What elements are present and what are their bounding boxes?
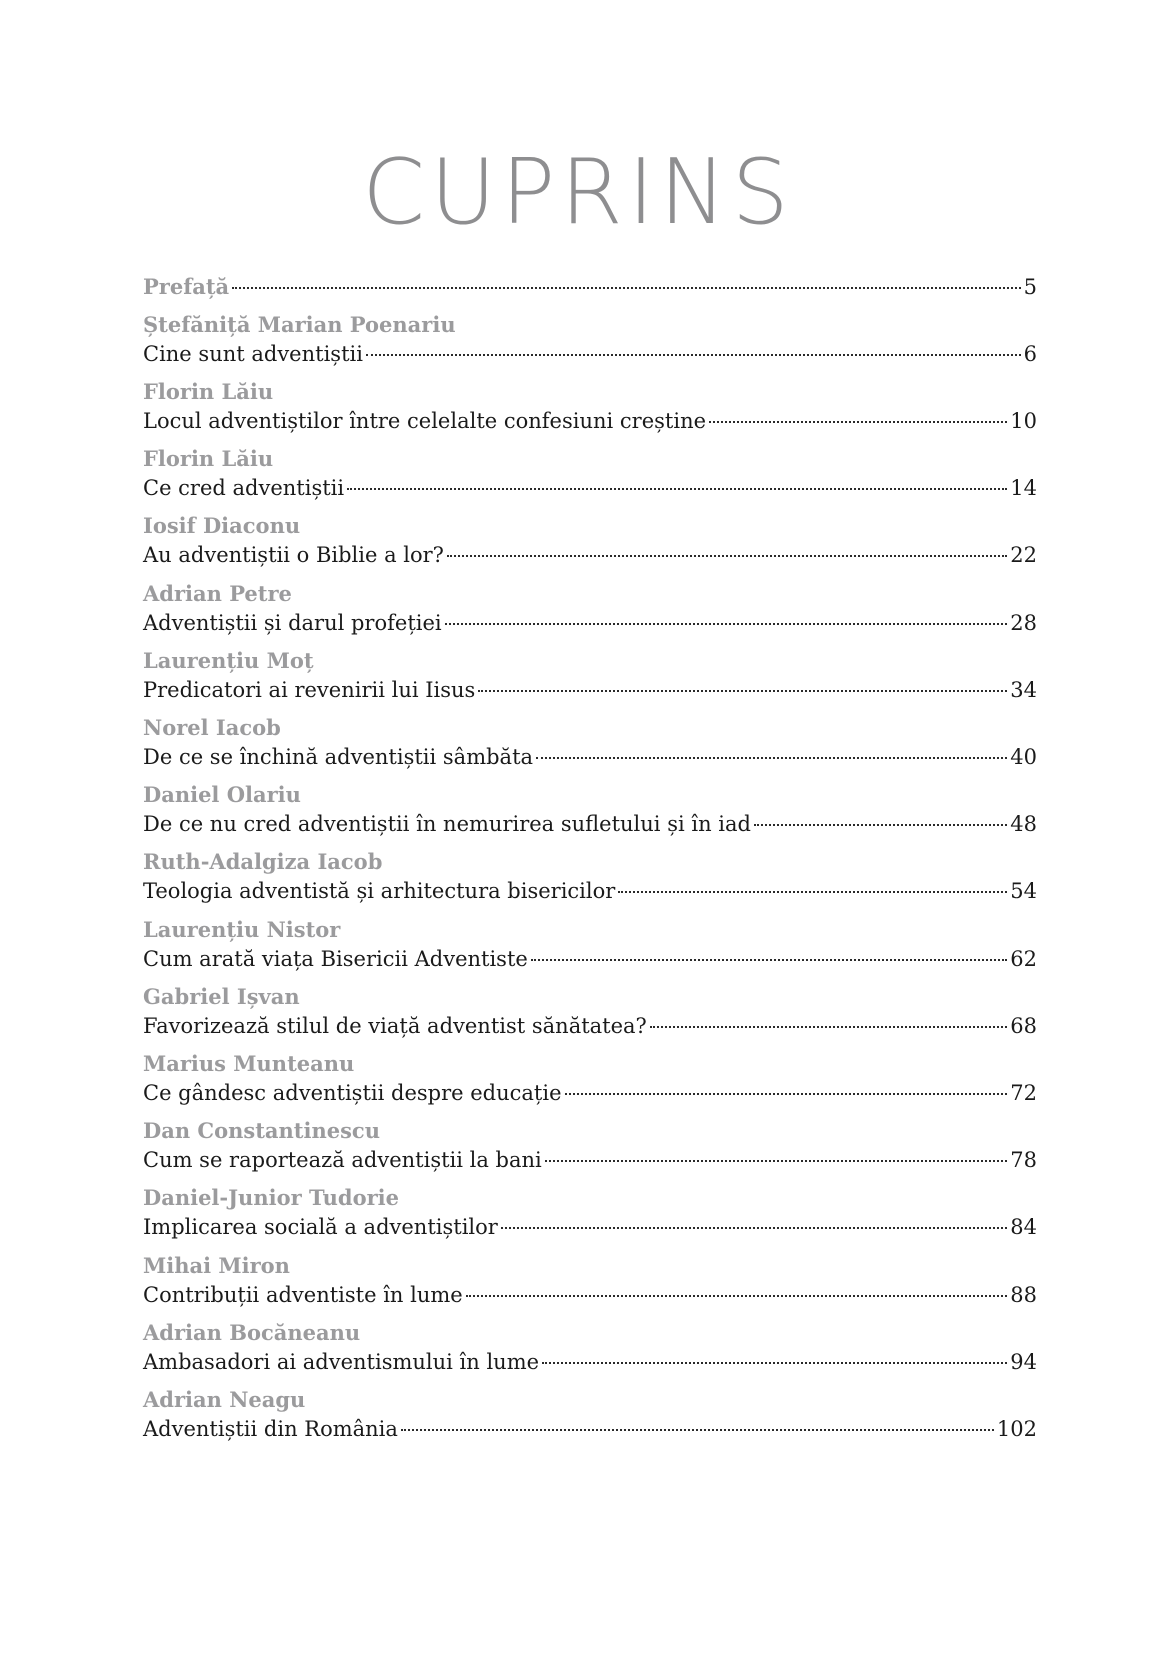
toc-author: Florin Lăiu bbox=[143, 446, 274, 471]
toc-page-number: 88 bbox=[1010, 1283, 1037, 1307]
toc-author: Laurențiu Moț bbox=[143, 648, 314, 673]
toc-page-number: 72 bbox=[1010, 1081, 1037, 1105]
dot-leader bbox=[618, 891, 1007, 893]
table-of-contents bbox=[143, 0, 1037, 1658]
toc-entry bbox=[143, 407, 1037, 435]
toc-page-number: 5 bbox=[1023, 275, 1037, 299]
toc-entry-title: Adventiștii și darul profeției bbox=[143, 611, 442, 635]
toc-entry bbox=[143, 1281, 1037, 1309]
toc-author: Mihai Miron bbox=[143, 1253, 290, 1278]
toc-entry bbox=[143, 676, 1037, 704]
dot-leader bbox=[347, 488, 1007, 490]
dot-leader bbox=[531, 959, 1007, 961]
toc-page-number: 54 bbox=[1010, 879, 1037, 903]
toc-entry-title: Cum se raportează adventiștii la bani bbox=[143, 1148, 542, 1172]
toc-entry bbox=[143, 541, 1037, 569]
dot-leader bbox=[709, 421, 1007, 423]
toc-author: Daniel Olariu bbox=[143, 782, 301, 807]
dot-leader bbox=[401, 1429, 994, 1431]
toc-entry bbox=[143, 743, 1037, 771]
toc-entry-title: Ce gândesc adventiștii despre educație bbox=[143, 1081, 562, 1105]
toc-author: Ștefăniță Marian Poenariu bbox=[143, 312, 456, 337]
toc-author: Daniel-Junior Tudorie bbox=[143, 1185, 400, 1210]
toc-entry-title: Locul adventiștilor între celelalte confesiuni creștine bbox=[143, 409, 707, 433]
toc-author: Norel Iacob bbox=[143, 715, 281, 740]
toc-entry bbox=[143, 1079, 1037, 1107]
page-title: CUPRINS bbox=[362, 140, 794, 245]
toc-author: Florin Lăiu bbox=[143, 379, 274, 404]
dot-leader bbox=[366, 354, 1021, 356]
toc-author: Adrian Neagu bbox=[143, 1387, 306, 1412]
toc-entry bbox=[143, 810, 1037, 838]
toc-author: Adrian Petre bbox=[143, 581, 292, 606]
toc-entry-title: Contribuții adventiste în lume bbox=[143, 1283, 463, 1307]
toc-entry-title: De ce nu cred adventiștii în nemurirea sufletului și în iad bbox=[143, 812, 751, 836]
toc-entry bbox=[143, 1146, 1037, 1174]
toc-entry bbox=[143, 609, 1037, 637]
toc-page-number: 6 bbox=[1023, 342, 1037, 366]
toc-author: Ruth-Adalgiza Iacob bbox=[143, 849, 383, 874]
dot-leader bbox=[545, 1160, 1008, 1162]
toc-page-number: 40 bbox=[1010, 745, 1037, 769]
toc-entry-title: Cine sunt adventiștii bbox=[143, 342, 363, 366]
toc-page-number: 22 bbox=[1010, 543, 1037, 567]
toc-entry bbox=[143, 340, 1037, 368]
toc-entry-title: Prefață bbox=[143, 274, 230, 299]
toc-author: Gabriel Ișvan bbox=[143, 984, 300, 1009]
toc-entry bbox=[143, 273, 1037, 301]
toc-entry-title: Favorizează stilul de viață adventist sănătatea? bbox=[143, 1014, 647, 1038]
toc-entry-title: De ce se închină adventiștii sâmbăta bbox=[143, 745, 534, 769]
toc-entry bbox=[143, 1348, 1037, 1376]
toc-entry-title: Ce cred adventiștii bbox=[143, 476, 345, 500]
dot-leader bbox=[447, 555, 1007, 557]
toc-page-number: 102 bbox=[996, 1417, 1037, 1441]
dot-leader bbox=[466, 1295, 1008, 1297]
toc-page-number: 28 bbox=[1010, 611, 1037, 635]
toc-page-number: 94 bbox=[1010, 1350, 1037, 1374]
dot-leader bbox=[501, 1227, 1007, 1229]
dot-leader bbox=[542, 1362, 1007, 1364]
toc-entry-title: Cum arată viața Bisericii Adventiste bbox=[143, 947, 528, 971]
dot-leader bbox=[536, 757, 1007, 759]
toc-page-number: 84 bbox=[1010, 1215, 1037, 1239]
toc-page-number: 68 bbox=[1010, 1014, 1037, 1038]
toc-entry-title: Adventiștii din România bbox=[143, 1417, 398, 1441]
dot-leader bbox=[445, 623, 1008, 625]
toc-author: Iosif Diaconu bbox=[143, 513, 301, 538]
toc-entry bbox=[143, 945, 1037, 973]
toc-entry-title: Au adventiștii o Biblie a lor? bbox=[143, 543, 444, 567]
toc-entry-title: Implicarea socială a adventiștilor bbox=[143, 1215, 498, 1239]
toc-page-number: 62 bbox=[1010, 947, 1037, 971]
dot-leader bbox=[565, 1093, 1008, 1095]
toc-entry bbox=[143, 474, 1037, 502]
toc-entry bbox=[143, 1213, 1037, 1241]
toc-author: Laurențiu Nistor bbox=[143, 917, 341, 942]
dot-leader bbox=[478, 690, 1007, 692]
toc-entry bbox=[143, 1415, 1037, 1443]
toc-entry-title: Ambasadori ai adventismului în lume bbox=[143, 1350, 540, 1374]
toc-author: Adrian Bocăneanu bbox=[143, 1320, 361, 1345]
toc-entry-title: Predicatori ai revenirii lui Iisus bbox=[143, 678, 476, 702]
toc-page-number: 48 bbox=[1010, 812, 1037, 836]
toc-page-number: 14 bbox=[1010, 476, 1037, 500]
toc-entry bbox=[143, 877, 1037, 905]
toc-page-number: 78 bbox=[1010, 1148, 1037, 1172]
dot-leader bbox=[232, 287, 1020, 289]
toc-page-number: 34 bbox=[1010, 678, 1037, 702]
toc-entry bbox=[143, 1012, 1037, 1040]
dot-leader bbox=[754, 824, 1007, 826]
toc-author: Dan Constantinescu bbox=[143, 1118, 380, 1143]
toc-entry-title: Teologia adventistă și arhitectura bisericilor bbox=[143, 879, 616, 903]
toc-page-number: 10 bbox=[1010, 409, 1037, 433]
toc-author: Marius Munteanu bbox=[143, 1051, 355, 1076]
dot-leader bbox=[650, 1026, 1007, 1028]
